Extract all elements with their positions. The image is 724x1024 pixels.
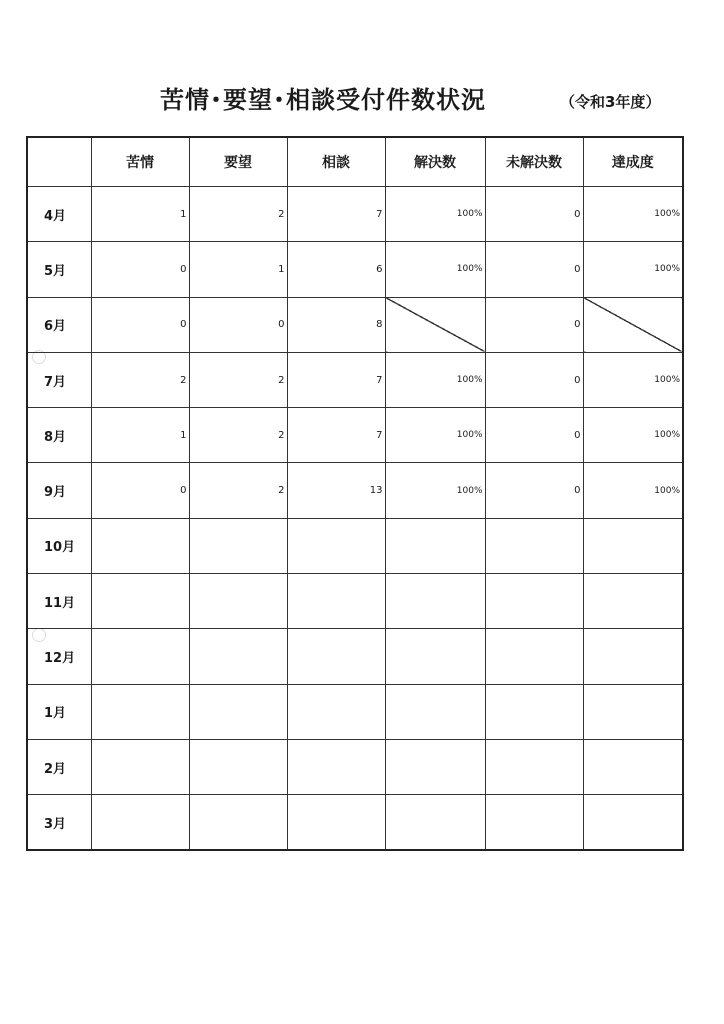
month-label: 1月 (27, 684, 91, 739)
table-row (27, 629, 683, 684)
month-label: 11月 (27, 574, 91, 629)
cell-requests (189, 795, 287, 850)
month-label: 5月 (27, 242, 91, 297)
cell-achievement: 100% (583, 408, 683, 463)
cell-complaints (91, 739, 189, 794)
cell-achievement: 100% (583, 463, 683, 518)
cell-resolved: 100% (385, 187, 485, 242)
cell-requests (189, 629, 287, 684)
cell-resolved (385, 297, 485, 352)
cell-achievement (583, 518, 683, 573)
monthly-counts-table (26, 136, 684, 851)
table-row (27, 739, 683, 794)
cell-consultations (287, 739, 385, 794)
month-label: 12月 (27, 629, 91, 684)
cell-achievement (583, 629, 683, 684)
cell-complaints (91, 574, 189, 629)
cell-complaints (91, 684, 189, 739)
cell-complaints: 2 (91, 352, 189, 407)
cell-consultations: 13 (287, 463, 385, 518)
cell-consultations: 7 (287, 187, 385, 242)
cell-achievement (583, 574, 683, 629)
header-achievement: 達成度 (583, 137, 683, 187)
table-row (27, 463, 683, 518)
cell-unresolved (485, 684, 583, 739)
table-row (27, 352, 683, 407)
cell-requests (189, 518, 287, 573)
cell-consultations (287, 518, 385, 573)
cell-achievement (583, 684, 683, 739)
cell-unresolved: 0 (485, 408, 583, 463)
cell-consultations (287, 574, 385, 629)
header-complaints: 苦情 (91, 137, 189, 187)
cell-unresolved (485, 795, 583, 850)
cell-resolved (385, 739, 485, 794)
cell-unresolved: 0 (485, 463, 583, 518)
cell-unresolved: 0 (485, 352, 583, 407)
header-unresolved: 未解決数 (485, 137, 583, 187)
cell-requests (189, 574, 287, 629)
cell-achievement: 100% (583, 187, 683, 242)
cell-unresolved (485, 629, 583, 684)
cell-unresolved (485, 518, 583, 573)
cell-requests: 2 (189, 408, 287, 463)
cell-requests: 1 (189, 242, 287, 297)
cell-resolved: 100% (385, 408, 485, 463)
cell-unresolved: 0 (485, 187, 583, 242)
month-label: 4月 (27, 187, 91, 242)
cell-requests (189, 739, 287, 794)
cell-resolved (385, 684, 485, 739)
cell-consultations: 7 (287, 352, 385, 407)
table-row (27, 408, 683, 463)
table-row (27, 297, 683, 352)
cell-resolved: 100% (385, 463, 485, 518)
cell-requests: 0 (189, 297, 287, 352)
cell-resolved (385, 629, 485, 684)
month-label: 3月 (27, 795, 91, 850)
cell-achievement (583, 739, 683, 794)
cell-complaints: 0 (91, 463, 189, 518)
cell-complaints (91, 795, 189, 850)
header-corner (27, 137, 91, 187)
month-label: 7月 (27, 352, 91, 407)
cell-consultations (287, 629, 385, 684)
cell-consultations (287, 795, 385, 850)
month-label: 8月 (27, 408, 91, 463)
cell-resolved: 100% (385, 352, 485, 407)
cell-requests: 2 (189, 352, 287, 407)
cell-resolved (385, 518, 485, 573)
cell-consultations (287, 684, 385, 739)
cell-complaints: 1 (91, 187, 189, 242)
month-label: 2月 (27, 739, 91, 794)
cell-consultations: 8 (287, 297, 385, 352)
cell-requests: 2 (189, 187, 287, 242)
header-row (27, 137, 683, 187)
month-label: 6月 (27, 297, 91, 352)
header-consultations: 相談 (287, 137, 385, 187)
cell-requests (189, 684, 287, 739)
cell-unresolved (485, 574, 583, 629)
cell-consultations: 7 (287, 408, 385, 463)
cell-complaints (91, 629, 189, 684)
cell-resolved (385, 795, 485, 850)
page-title: 苦情･要望･相談受付件数状況 (160, 86, 486, 114)
cell-complaints (91, 518, 189, 573)
cell-achievement: 100% (583, 352, 683, 407)
table-row (27, 518, 683, 573)
cell-consultations: 6 (287, 242, 385, 297)
table-row (27, 187, 683, 242)
cell-complaints: 0 (91, 242, 189, 297)
cell-unresolved (485, 739, 583, 794)
cell-complaints: 1 (91, 408, 189, 463)
cell-complaints: 0 (91, 297, 189, 352)
table-row (27, 795, 683, 850)
cell-achievement: 100% (583, 242, 683, 297)
month-label: 9月 (27, 463, 91, 518)
cell-resolved (385, 574, 485, 629)
header-resolved: 解決数 (385, 137, 485, 187)
cell-resolved: 100% (385, 242, 485, 297)
fiscal-year-label: （令和3年度） (560, 93, 661, 111)
table-row (27, 684, 683, 739)
month-label: 10月 (27, 518, 91, 573)
table-row (27, 574, 683, 629)
cell-requests: 2 (189, 463, 287, 518)
cell-achievement (583, 795, 683, 850)
cell-unresolved: 0 (485, 297, 583, 352)
cell-achievement (583, 297, 683, 352)
cell-unresolved: 0 (485, 242, 583, 297)
header-requests: 要望 (189, 137, 287, 187)
table-row (27, 242, 683, 297)
